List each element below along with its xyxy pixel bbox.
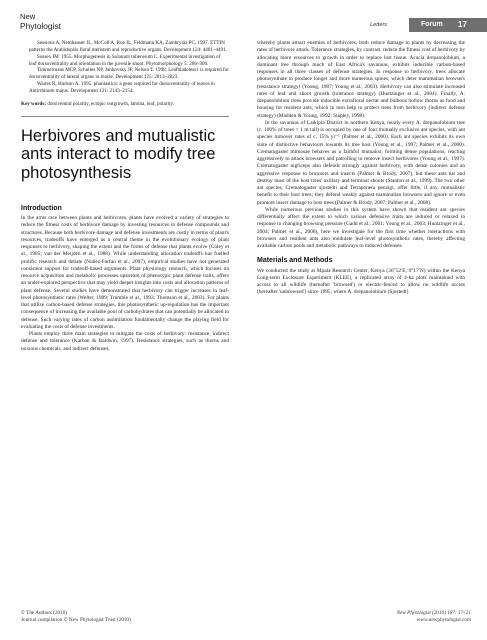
journal-url[interactable]: www.newphytologist.com (416, 617, 471, 623)
reference-item: Timmermans MCP, Schultes NP, Jankovsky JP, Nelson T. 1998. Leafbladeless1 is required for dorsoventrality of lateral organs in maize. Development 125: 2813–2823. (29, 67, 229, 81)
journal-logo (20, 13, 61, 30)
article-title: Herbivores and mutualistic ants interact to modify tree photosynthesis (21, 126, 216, 183)
section-divider (21, 116, 229, 117)
keywords-text: dorsiventral polarity, ectopic outgrowth, lamina, leaf, polarity. (47, 100, 174, 107)
reference-item: Sessions A, Nemhauser JL, McColl A, Roe JL, Feldmann KA, Zambryski PC. 1997. ETTIN patterns the Arabidopsis floral meristem and reproductive organs. Development 124: 4481–4491. (29, 40, 227, 53)
page-number: 17 (458, 20, 467, 29)
reference-item: Sussex IM. 1955. Morphogenesis in Solanum tuberosum L. Experimental investigation of leaf dorsoventrality and orientation in the juvenile shoot. Phytomorphology 5: 286–300. (29, 53, 221, 67)
section-label: Letters (370, 22, 388, 28)
body-paragraph: While numerous previous studies in this system have shown that resident ant species differentially affect the extent to which various defensive traits are induced or relaxed in response to changing browsing pressure (Gadd et al., 2001; Young et al., 2003; Huntzinger et al., 2004; Palmer et al., 2008), here we investigate for the first time whether interactions with browsers and resident ants also modulate leaf-level photosynthetic rates, thereby affecting available carbon pools and metabolic pathways to induced defenses. (257, 206, 465, 249)
section-tab (409, 18, 487, 32)
copyright-line: © The Authors (2010) (21, 610, 68, 616)
body-paragraph: In the savannas of Laikipia District in northern Kenya, nearly every A. drepanolobium tree (c. 100% of trees > 1 m tall) is occupied by one of four mutually exclusive ant species, with ant species turnover rates of c. 15% yr⁻¹ (Palmer et al., 2000). Each ant species exhibits its own suite of distinctive behaviours towards its tree host (Young et al., 1997; Palmer et al., 2000). Crematogaster mimosae behaves as a faithful mutualist, forming dense populations, reacting aggressively to attack browsers and patrolling to remove insect herbivores (Young et al., 1997). Crematogaster nigriceps also defends strongly against herbivory, with dense colonies and an aggressive response to browsers and insects (Palmer & Brody, 2007), but these ants eat and destroy most of the host trees' axillary and terminal shoots (Stanton et al., 1999). The two other ant species, Crematogaster sjostedti and Tetraponera penzigi, offer little, if any, mutualistic benefit to their host trees; they defend weakly against mammalian browsers and ignore or even promote insect damage to host trees (Palmer & Brody, 2007; Palmer et al., 2008). (257, 119, 465, 206)
citation-line: New Phytologist (2010) 187: 17–21 (396, 610, 471, 616)
left-column (21, 40, 229, 353)
footer-citation (385, 610, 471, 624)
copyright-line: Journal compilation © New Phytologist Trust (2010) (21, 617, 131, 623)
right-column (257, 40, 465, 297)
body-paragraph: In the arms race between plants and herbivores, plants have evolved a variety of strategies to reduce the fitness costs of herbivore damage by investing resources in defense compounds and structures. Because both herbivore damage and defense investments are costly in terms of plant's resources, tradeoffs have emerged as a central theme in the evolutionary ecology of plant responses to herbivory, shaping the extent and the forms of defense that plants evolve (Coley et al., 1985; van der Meijden et al., 1988). While understanding allocation tradeoffs has fuelled prolific research and debate (Nuñez-Farfan et al., 2007), empirical studies have not generated consistent support for tradeoff-based arguments. Plant physiology research, which focuses on resource acquisition and metabolic processes upstream of phenotypic plant defense traits, offers an under-explored perspective that may yield deeper insights into costs and allocation patterns of plant defense. Several studies have demonstrated that herbivory can trigger increases in leaf-level photosynthetic rates (Welter, 1989; Trumble et al., 1993; Thomson et al., 2003). For plants that utilize carbon-based defense strategies, this photosynthetic up-regulation has the important consequence of increasing the available pool of carbohydrates that can potentially be allocated to defense. Such varying rates of carbon assimilation fundamentally change the playing field for evaluating the costs of defense investments. (21, 215, 229, 330)
methods-heading: Materials and Methods (257, 257, 333, 265)
body-paragraph: Plants employ three main strategies to mitigate the costs of herbivory: resistance, indirect defense and tolerance (Karban & Baldwin, 1997). Resistance strategies, such as thorns and noxious chemicals, and indirect defenses, (21, 331, 229, 352)
body-paragraph: whereby plants attract enemies of herbivores, both reduce damage to plants by decreasing the rates of herbivore attack. Tolerance strategies, by contrast, reduce the fitness cost of herbivory by allocating more resources to growth in order to replace lost tissue. Acacia drepanolobium, a dominant tree through much of East Africa's savannas, exhibits inducible carbon-based responses in all three classes of defense strategies. In response to herbivory, trees allocate photosynthate to produce longer and more numerous spines, which deter mammalian browsers (resistance strategy) (Young, 1987; Young et al., 2003). Herbivory can also stimulate increased rates of leaf and shoot growth (tolerance strategy) (Huntzinger et al., 2004). Finally, A. drepanolobium trees provide inducible extrafloral nectar and bulbous hollow thorns as food and housing for resident ants, which in turn help to protect trees from herbivory (indirect defense strategy) (Madden & Young, 1992; Stapley, 1998). (257, 40, 465, 119)
reference-item: Waites R, Hudson A. 1995. phantastica: a gene required for dorsoventrality of leaves in Antirrhinum majus. Development 121: 2143–2154. (29, 81, 215, 94)
body-paragraph: We conducted the study at Mpala Research Center, Kenya (36°52′E, 0°17′N) within the Kenya Long-term Exclosure Experiment (KLEE), a replicated array of 4-ha plots maintained with access to all wildlife (hereafter 'browsed') or electric-fenced to allow no wildlife access (hereafter 'unbrowsed') since 1995, where A. drepanolobium (Sjostedt) (257, 267, 465, 296)
journal-name-line2: Phytologist (20, 20, 61, 31)
introduction-heading: Introduction (21, 204, 62, 212)
footer-copyright (21, 610, 131, 624)
keywords-label: Key words: (21, 100, 47, 107)
section-tab-name: Forum (421, 21, 443, 28)
keywords (21, 101, 229, 108)
journal-name-line1: New (20, 12, 36, 21)
